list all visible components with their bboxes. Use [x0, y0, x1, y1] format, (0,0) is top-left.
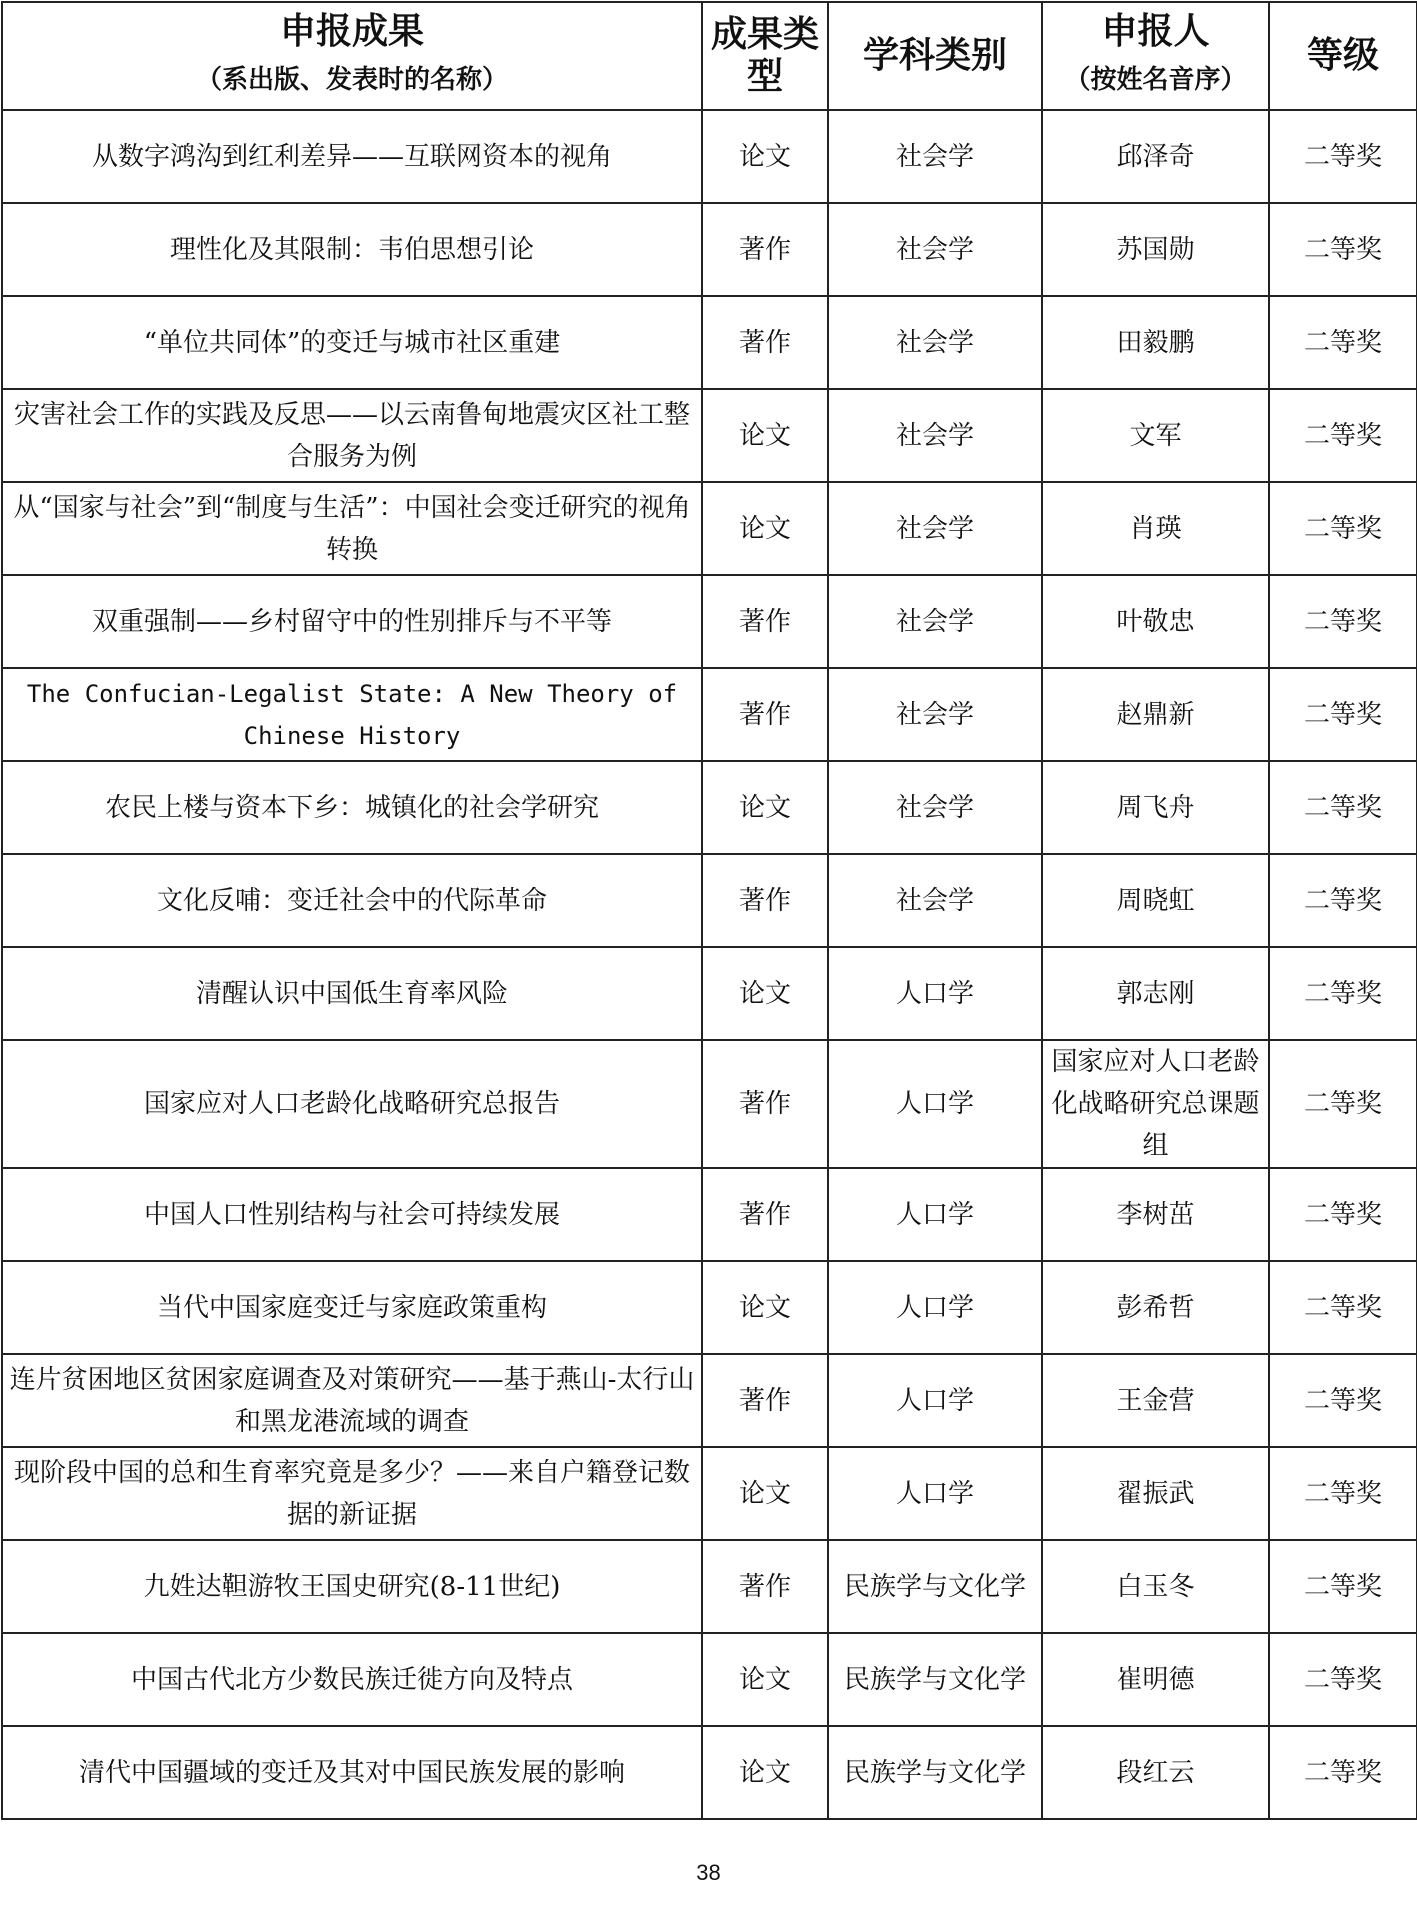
cell-discipline: 民族学与文化学: [828, 1540, 1042, 1633]
cell-grade: 二等奖: [1269, 1168, 1417, 1261]
header-title: [2, 2, 702, 110]
cell-title: 理性化及其限制：韦伯思想引论: [2, 203, 702, 296]
cell-type: 论文: [702, 389, 828, 482]
cell-discipline: 社会学: [828, 482, 1042, 575]
cell-title: 农民上楼与资本下乡：城镇化的社会学研究: [2, 761, 702, 854]
cell-discipline: 人口学: [828, 1261, 1042, 1354]
cell-type: 论文: [702, 1726, 828, 1819]
cell-applicant: 叶敬忠: [1042, 575, 1269, 668]
cell-title: 现阶段中国的总和生育率究竟是多少？——来自户籍登记数据的新证据: [2, 1447, 702, 1540]
header-applicant-label: 申报人: [1101, 11, 1210, 52]
cell-title: 从“国家与社会”到“制度与生活”：中国社会变迁研究的视角转换: [2, 482, 702, 575]
cell-title: 国家应对人口老龄化战略研究总报告: [2, 1040, 702, 1168]
cell-applicant: 周飞舟: [1042, 761, 1269, 854]
header-grade: 等级: [1269, 2, 1417, 110]
cell-grade: 二等奖: [1269, 1633, 1417, 1726]
cell-type: 著作: [702, 203, 828, 296]
header-applicant-note: （按姓名音序）: [1064, 65, 1247, 95]
table-row: [2, 1633, 1417, 1726]
cell-discipline: 社会学: [828, 296, 1042, 389]
cell-discipline: 社会学: [828, 203, 1042, 296]
cell-applicant: 邱泽奇: [1042, 110, 1269, 203]
cell-title: 灾害社会工作的实践及反思——以云南鲁甸地震灾区社工整合服务为例: [2, 389, 702, 482]
cell-title: 中国人口性别结构与社会可持续发展: [2, 1168, 702, 1261]
table-row: [2, 947, 1417, 1040]
cell-type: 著作: [702, 575, 828, 668]
cell-title: “单位共同体”的变迁与城市社区重建: [2, 296, 702, 389]
cell-applicant: 白玉冬: [1042, 1540, 1269, 1633]
cell-discipline: 民族学与文化学: [828, 1633, 1042, 1726]
table-row: [2, 389, 1417, 482]
table-row: [2, 668, 1417, 761]
cell-type: 论文: [702, 1261, 828, 1354]
cell-title: 九姓达靼游牧王国史研究(8-11世纪): [2, 1540, 702, 1633]
cell-grade: 二等奖: [1269, 389, 1417, 482]
cell-type: 论文: [702, 761, 828, 854]
cell-type: 论文: [702, 110, 828, 203]
table-row: [2, 1040, 1417, 1168]
cell-discipline: 社会学: [828, 854, 1042, 947]
table-row: [2, 1354, 1417, 1447]
table-row: [2, 1447, 1417, 1540]
cell-discipline: 人口学: [828, 1168, 1042, 1261]
cell-grade: 二等奖: [1269, 1540, 1417, 1633]
cell-applicant: 段红云: [1042, 1726, 1269, 1819]
cell-applicant: 田毅鹏: [1042, 296, 1269, 389]
cell-applicant: 翟振武: [1042, 1447, 1269, 1540]
cell-applicant: 周晓虹: [1042, 854, 1269, 947]
table-row: [2, 761, 1417, 854]
cell-type: 论文: [702, 1633, 828, 1726]
cell-title: 文化反哺：变迁社会中的代际革命: [2, 854, 702, 947]
cell-title: 中国古代北方少数民族迁徙方向及特点: [2, 1633, 702, 1726]
cell-grade: 二等奖: [1269, 110, 1417, 203]
table-row: [2, 1726, 1417, 1819]
header-type: 成果类型: [702, 2, 828, 110]
table-row: [2, 575, 1417, 668]
cell-discipline: 人口学: [828, 1354, 1042, 1447]
cell-grade: 二等奖: [1269, 1261, 1417, 1354]
header-title-label: 申报成果: [279, 11, 424, 52]
cell-applicant: 国家应对人口老龄化战略研究总课题组: [1042, 1040, 1269, 1168]
cell-title: 从数字鸿沟到红利差异——互联网资本的视角: [2, 110, 702, 203]
cell-discipline: 社会学: [828, 389, 1042, 482]
cell-grade: 二等奖: [1269, 668, 1417, 761]
header-discipline: 学科类别: [828, 2, 1042, 110]
awards-table: [1, 1, 1417, 1820]
cell-discipline: 社会学: [828, 761, 1042, 854]
cell-title: The Confucian-Legalist State: A New Theory of Chinese History: [2, 668, 702, 761]
cell-title: 当代中国家庭变迁与家庭政策重构: [2, 1261, 702, 1354]
cell-title: 连片贫困地区贫困家庭调查及对策研究——基于燕山-太行山和黑龙港流域的调查: [2, 1354, 702, 1447]
cell-grade: 二等奖: [1269, 203, 1417, 296]
cell-grade: 二等奖: [1269, 1040, 1417, 1168]
cell-discipline: 社会学: [828, 110, 1042, 203]
cell-applicant: 彭希哲: [1042, 1261, 1269, 1354]
cell-grade: 二等奖: [1269, 296, 1417, 389]
cell-type: 论文: [702, 482, 828, 575]
cell-discipline: 人口学: [828, 1040, 1042, 1168]
cell-applicant: 李树茁: [1042, 1168, 1269, 1261]
table-row: [2, 296, 1417, 389]
cell-grade: 二等奖: [1269, 1726, 1417, 1819]
cell-discipline: 社会学: [828, 668, 1042, 761]
cell-applicant: 文军: [1042, 389, 1269, 482]
cell-title: 清代中国疆域的变迁及其对中国民族发展的影响: [2, 1726, 702, 1819]
cell-grade: 二等奖: [1269, 854, 1417, 947]
table-row: [2, 1168, 1417, 1261]
cell-type: 著作: [702, 1040, 828, 1168]
cell-type: 论文: [702, 947, 828, 1040]
header-title-note: （系出版、发表时的名称）: [195, 65, 508, 95]
cell-grade: 二等奖: [1269, 947, 1417, 1040]
cell-discipline: 人口学: [828, 947, 1042, 1040]
table-header-row: [2, 2, 1417, 110]
cell-applicant: 郭志刚: [1042, 947, 1269, 1040]
cell-type: 著作: [702, 854, 828, 947]
table-row: [2, 110, 1417, 203]
cell-applicant: 肖瑛: [1042, 482, 1269, 575]
header-applicant: [1042, 2, 1269, 110]
cell-grade: 二等奖: [1269, 1354, 1417, 1447]
table-row: [2, 482, 1417, 575]
cell-discipline: 人口学: [828, 1447, 1042, 1540]
page-number: 38: [696, 1860, 721, 1885]
cell-grade: 二等奖: [1269, 575, 1417, 668]
cell-discipline: 民族学与文化学: [828, 1726, 1042, 1819]
cell-title: 清醒认识中国低生育率风险: [2, 947, 702, 1040]
cell-title: 双重强制——乡村留守中的性别排斥与不平等: [2, 575, 702, 668]
cell-type: 论文: [702, 1447, 828, 1540]
table-row: [2, 203, 1417, 296]
cell-type: 著作: [702, 1168, 828, 1261]
cell-discipline: 社会学: [828, 575, 1042, 668]
table-row: [2, 854, 1417, 947]
cell-grade: 二等奖: [1269, 761, 1417, 854]
table-row: [2, 1540, 1417, 1633]
cell-applicant: 王金营: [1042, 1354, 1269, 1447]
cell-grade: 二等奖: [1269, 1447, 1417, 1540]
cell-grade: 二等奖: [1269, 482, 1417, 575]
table-row: [2, 1261, 1417, 1354]
cell-applicant: 赵鼎新: [1042, 668, 1269, 761]
cell-type: 著作: [702, 296, 828, 389]
cell-applicant: 崔明德: [1042, 1633, 1269, 1726]
cell-type: 著作: [702, 668, 828, 761]
table-body: [2, 110, 1417, 1819]
cell-type: 著作: [702, 1540, 828, 1633]
cell-type: 著作: [702, 1354, 828, 1447]
cell-applicant: 苏国勋: [1042, 203, 1269, 296]
